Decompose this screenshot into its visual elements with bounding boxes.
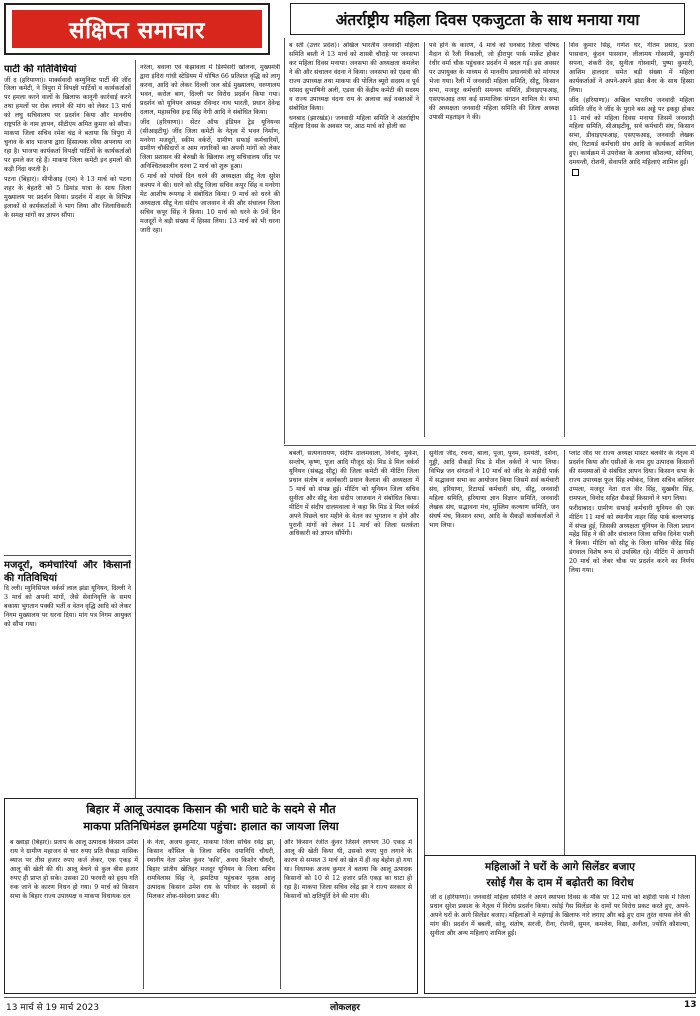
lead-col-2 [429, 42, 559, 437]
lower-story-sadbhavna: सुनीता जींद, रचना, बाला, पूजा, पूनम, दमयंती, दर्शना, गुड्डी, आदि सैकड़ों मिड डे मील वर्करों ने भाग लिया। विभिन्न जन संगठनों ने 10 मार्च को जींद के शहीदी पार्क में सद्भावना सभा का आयोजन किया जिसमें सर्व कर्मचारी संघ, हरियाणा, रिटायर्ड कर्मचारी संघ, सीटू, जनवादी महिला समिति, हरियाणा ज्ञान विज्ञान समिति, जनवादी लेखक संघ, सद्भावना मंच, मुस्लिम कल्याण समिति, जन संघर्ष मंच, किसान सभा, आदि के सैकड़ों कार्यकर्ताओं ने भाग लिया। [429, 450, 559, 529]
lead-story-dhanbad: धनबाद (झारखंड)। जनवादी महिला समिति ने अंतर्राष्ट्रीय महिला दिवस के अवसर पर, आठ मार्च को होली का [289, 114, 419, 131]
lead-headline-box [290, 3, 685, 35]
lead-story-names: शिव कुमार सिंह, गणेश घर, गीतम प्रसाद, प्रजा पासवान, कुंदन पासवान, लीलामय गोस्वामी, कुमारी सपना, शंकरी देव, सुनीता गोस्वामी, पुष्पा कुमारी, आशिम हालदार समेत बड़ी संख्या में महिला कार्यकर्ताओं ने अपने-अपने झंडा बैनर के साथ हिस्सा लिया। [569, 42, 694, 94]
side-heading-workers: मजदूरों, कर्मचारियों और किसानों की गतिविधियां [4, 560, 131, 584]
lead-bottom-rule [284, 445, 696, 446]
lead-story-basti: ब स्ती (उत्तर प्रदेश)। अखिल भारतीय जनवादी महिला समिति बस्ती ने 13 मार्च को शास्त्री चौराहे पर जनसभा कर महिला दिवस मनाया। जनसभा की अध्यक्षता कमलेश ने की और संचालन वंदना ने किया। जनसभा को एडवा की राज्य उपाध्यक्ष तथा माकपा की पोलित ब्यूरो सदस्य व पूर्व सांसद सुभाषिनी अली, एडवा की केंद्रीय कमेटी की सदस्य व राज्य उपाध्यक्ष वंदना राय के अलावा कई वक्ताओं ने संबोधित किया। [289, 42, 419, 112]
lower-story-faridabad: फरीदाबाद। ग्रामीण सफाई कर्मचारी यूनियन की एक मीटिंग 11 मार्च को स्थानीय नाहर सिंह पार्क बल्लभगढ़ में संपन्न हुई, जिसकी अध्यक्षता यूनियन के जिला प्रधान महेंद्र सिंह ने की और संचालन जिला सचिव दिनेश पाली ने किया। मीटिंग को सीटू के जिला सचिव वीरेंद्र सिंह डंगवाल विशेष रूप से उपस्थित रहे। मीटिंग में आगामी 20 मार्च को लेबर चौक पर प्रदर्शन करने का निर्णय लिया गया। [569, 504, 694, 575]
lead-rule-2 [564, 42, 565, 437]
lpg-subheadline: रसोई गैस के दाम में बढ़ोतरी का विरोध [486, 877, 634, 889]
footer-date: 13 मार्च से 19 मार्च 2023 [6, 1003, 100, 1013]
lpg-story-box [424, 855, 696, 994]
lead-col-3 [569, 42, 694, 437]
banner-red-panel [12, 10, 262, 48]
lower-story-kisan: प्लांट जींद पर राज्य अध्यक्ष मास्टर बलवीर के नेतृत्व में प्रदर्शन किया और एसीओ के नाम दुध उत्पादक किसानों की समस्याओं से संबंधित ज्ञापन दिया। किसान सभा के राज्य उपाध्यक्ष फूल सिंह श्योकंद, जिला सचिव कलिंदर उप्पला, मजदूर नेता राज वीर सिंह, सुखबीर सिंह, रामफल, विनोद सहित सैकड़ों किसानों ने भाग लिया। [569, 450, 694, 502]
bihar-col-1 [10, 839, 138, 989]
side-story-jind: जीं द (हरियाणा)। मार्क्सवादी कम्युनिस्ट पार्टी की जींद जिला कमेटी, ने त्रिपुरा में विपक्षी पार्टियों व कार्यकर्ताओं पर हमला करने वालों के खिलाफ कानूनी कार्रवाई करने तथा हमलों पर रोक लगाने की मांग को लेकर 13 मार्च को लघु सचिवालय पर प्रदर्शन किया और माननीय राष्ट्रपति के नाम ज्ञापन, सीटीएम अमित कुमार को सौंपा। माकपा जिला सचिव रमेश चंद्र ने बताया कि त्रिपुरा में चुनाव के बाद भाजपा द्वारा हिंसात्मक रवैया अपनाया जा रहा है। भाजपा कार्यकर्ता विपक्षी पार्टियों के कार्यकर्ताओं पर हमले कर रहे हैं। माकपा जिला कमेटी इन हमलों की कड़ी निंदा करती है। [4, 76, 131, 173]
footer-page-number: 13 [684, 1000, 697, 1010]
lead-story-dhanbad-cont: पर्व होने के कारण, 4 मार्च को धनबाद जिला परिषद मैदान से रैली निकाली, जो हीरापुर पार्क मार्केट होकर रंधीर वर्मा चौक पहुंचकर प्रदर्शन में बदल गई। इस अवसर पर उपायुक्त के माध्यम से माननीय प्रधानमंत्री को मांगपत्र भेजा गया। रैली में जनवादी महिला समिति, सीटू, किसान सभा, मजदूर कर्मचारी समन्वय समिति, डीवाइएफआइ, एसएफआइ तथा कई सामाजिक संगठन शामिल थे। सभा की अध्यक्षता जनवादी महिला समिति की जिला अध्यक्ष उपासी महताइन ने की। [429, 42, 559, 121]
side-column [4, 64, 131, 619]
lead-col-1 [289, 42, 419, 437]
col2-story-delhi-cont: नरेला, बवाना एवं कंझावला में डिस्पेंसरी खोलना, मुख्यमंत्री द्वारा इंदिरा गांधी स्टेडियम में घोषित 66 प्रतिशत वृद्धि को लागू करना, आदि को लेकर दिल्ली जल बोर्ड मुख्यालय, वरुणालय भवन, करोल बाग, दिल्ली पर विरोध प्रदर्शन किया गया। प्रदर्शन को यूनियन अध्यक्ष रविन्दर नाथ भारती, प्रधान देवेन्द्र दलाल, महासचिव इन्द्र सिंह नेगी आदि ने संबोधित किया। [140, 64, 280, 116]
bihar-text-1: ब ख्वाड़ा (बिहार)। प्रताप के आलू उत्पादक किसान उमेश राय ने ग्रामीण महाजन से चार रुपए प्रति सैकड़ा मासिक ब्याज पर तीस हजार रुपए कर्ज लेकर, एक एकड़ में आलू की खेती की थी। आलू बेचने से कुल बीस हजार रुपए ही प्राप्त हो सके। उसका 20 फरवरी को हृदय गति रुक जाने के कारण निधन हो गया। 9 मार्च को किसान सभा के बिहार राज्य उपाध्यक्ष व माकपा विधायक दल [10, 839, 138, 900]
side-story-patna: पटना (बिहार)। सीपीआइ (एम) ने 13 मार्च को पटना शहर के बेहतरी को 5 डिमांड यात्रा के साथ जिला मुख्यालय पर प्रदर्शन किया। प्रदर्शन में शहर के विभिन्न इलाकों से कार्यकर्ताओं ने भाग लिया और जिलाधिकारी के समक्ष मांगों का ज्ञापन सौंपा। [4, 175, 131, 219]
lower-story-midday: बबली, सत्यनारायण, संदीप दालमवाला, विनोद, मुकेश, सन्तोष, कृष्ण, पूजा आदि मौजूद रहे। मिड डे मिल वर्कर्स यूनियन (संबद्ध सीटू) की जिला कमेटी की मीटिंग जिला प्रधान संतोष व कार्यकारी प्रधान कैलाश की अध्यक्षता में 5 मार्च को संपन्न हुई। मीटिंग को यूनियन जिला सचिव सुनीता और सीटू नेता संदीप जाजवान ने संबोधित किया। मीटिंग में संदीप दालमवाला ने कहा कि मिड डे मिल वर्कर्स अपने पिछले चार महीने के वेतन का भुगतान न होने और पुरानी मांगों को लेकर 11 मार्च को जिला सतर्कता अधिकारी को ज्ञापन सौंपेंगी। [289, 450, 419, 538]
bihar-rule-1 [143, 839, 144, 989]
bihar-subheadline: माकपा प्रतिनिधिमंडल झमटिया पहुंचा: हालात का जायजा लिया [83, 820, 339, 833]
footer-paper-name: लोकलहर [330, 1003, 360, 1013]
lead-headline: अंतर्राष्ट्रीय महिला दिवस एकजुटता के साथ मनाया गया [335, 11, 640, 29]
bihar-headline: बिहार में आलू उत्पादक किसान की भारी घाटे के सदमे से मौत [86, 803, 336, 816]
lead-rule-1 [424, 42, 425, 437]
bihar-rule-2 [280, 839, 281, 989]
lpg-headline: महिलाओं ने घरों के आगे सिलेंडर बजाए [485, 861, 635, 873]
col2-story-jind-citu: जींद (हरियाणा)। सेंटर ऑफ इंडियन ट्रेड यूनियन्स (सीआइटीयू) जींद जिला कमेटी के नेतृत्व में भवन निर्माण, मनरेगा मजदूरों, स्कीम वर्करों, ग्रामीण सफाई कर्मचारियों, ग्रामीण चौकीदारों व आम नागरिकों का अपनी मांगों को लेकर जिला प्रशासन की बेरुखी के खिलाफ लघु सचिवालय जींद पर अनिश्चितकालीन धरना 2 मार्च को शुरू हुआ। [140, 118, 280, 171]
lead-story-jind: जींद (हरियाणा)। अखिल भारतीय जनवादी महिला समिति जींद ने जींद के पुराने बस अड्डे पर इकट्ठा होकर 11 मार्च को महिला दिवस मनाया जिसमें जनवादी महिला समिति, सीआइटीयू, सर्व कर्मचारी संघ, किसान सभा, डीवाइएफआइ, एसएफआइ, जनवादी लेखक संघ, रिटायर्ड कर्मचारी संघ आदि के कार्यकर्ता शामिल हुए। कार्यक्रम में उपरोक्त के अलावा कौशल्या, सोनिया, दमयन्ती, रोशनी, सेवापति आदि महिलाएं शामिल हुईं। [569, 96, 694, 167]
bihar-text-2: के नेता, अजय कुमार, माकपा जिला सचिव रवेंद्र झा, किसान कौंसिल के जिला सचिव दयानिधि चौधरी, स्थानीय नेता उमेश कुंवर 'कवि', अवध किशोर चौधरी, बिहार प्रांतीय खेतिहर मजदूर यूनियन के जिला सचिव रामविलास सिंह ने, झमटिया पहुंचकर मृतक आलू उत्पादक किसान उमेश राय के परिवार के सदस्यों से मिलकर शोक-संवेदना प्रकट की। [147, 839, 275, 900]
end-mark-icon [572, 169, 579, 176]
section-banner [4, 3, 270, 55]
side-story-delhi: दि ल्ली। म्युनिसिपल वर्कर्स लाल झंडा यूनियन, दिल्ली ने 3 मार्च को अपनी मांगों, जैसे सेवानिवृत्ति के समय बकाया भुगतान पक्की भर्ती व वेतन वृद्धि आदि को लेकर निगम मुख्यालय पर धरना दिया। मांग पत्र निगम आयुक्त को सौंपा गया। [4, 585, 131, 628]
lpg-body [430, 894, 690, 990]
column-rule-2 [284, 38, 285, 444]
col2-story-dharna: 6 मार्च को पांचवें दिन धरने की अध्यक्षता सीटू नेता सुरेश कश्यप ने की। धरने को सीटू जिला सचिव कपूर सिंह व मनरेगा मेट आशीष रूपगढ़ ने संबोधित किया। 9 मार्च को धरने की अध्यक्षता सीटू नेता संदीप जाजवान ने की और संचालन जिला सचिव कपूर सिंह ने किया। 10 मार्च को धरने के 9वें दिन मजदूरों ने बड़ी संख्या में हिस्सा लिया। 13 मार्च को भी धरना जारी रहा। [140, 173, 280, 234]
lpg-text: जीं द (हरियाणा)। जनवादी महिला समिति ने अपने स्थापना दिवस के मौके पर 12 मार्च को शहीदी पार्क में जिला प्रधान सुरेश प्रकाश के नेतृत्व में विरोध प्रदर्शन किया। रसोई गैस सिलेंडर के दामों पर विरोध प्रकट करते हुए, अपने-अपने घरों के आगे सिलेंडर बजाए। महिलाओं ने महंगाई के खिलाफ नारे लगाए और बढ़े हुए दाम तुरंत वापस लेने की मांग की। प्रदर्शन में बबली, सोनू, संतोष, सरजी, रीना, रोशनी, सुमन, कमलेश, विद्या, अनीता, ज्योति कौशल्या, सुनीता और अन्य महिलाएं शामिल हुईं। [430, 894, 690, 937]
bihar-col-2 [147, 839, 275, 989]
footer-rule [4, 997, 696, 998]
bihar-col-3 [284, 839, 412, 989]
side-divider [4, 555, 131, 556]
side-heading-party: पार्टी की गतिविधियां [4, 64, 77, 75]
bihar-text-3: और किसान रंजीत कुंवर जिसने लगभग 30 एकड़ में आलू की खेती किया थी, उसको रुपए पुरा लगाने के कारण से समस्त 3 मार्च को खेत में ही वह बेहोश हो गया था। विधायक अजय कुमार ने बताया कि आलू उत्पादक किसानों को 10 से 12 हजार प्रति एकड़ का घाटा हो रहा है। माकपा जिला सचिव रवेंद्र झा ने राज्य सरकार से किसानों को क्षतिपूर्ति देने की मांग की। [284, 839, 412, 900]
bihar-story-box [4, 798, 418, 994]
banner-title: संक्षिप्त समाचार [69, 18, 205, 44]
